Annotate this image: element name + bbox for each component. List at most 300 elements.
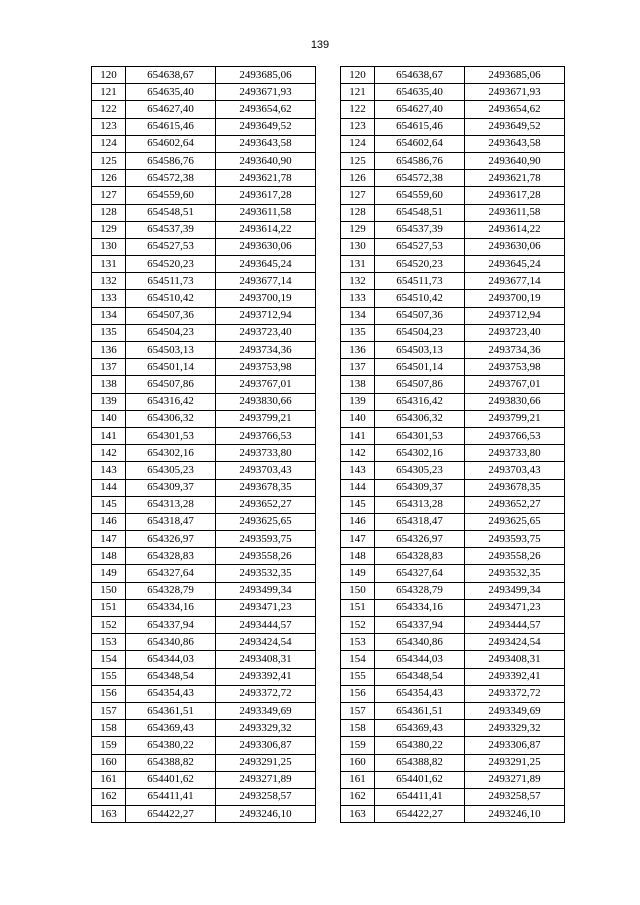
y-coordinate-cell: 2493640,90 xyxy=(216,152,316,169)
point-number-cell: 157 xyxy=(341,702,375,719)
x-coordinate-cell: 654635,40 xyxy=(375,84,465,101)
x-coordinate-cell: 654380,22 xyxy=(375,737,465,754)
y-coordinate-cell: 2493685,06 xyxy=(216,67,316,84)
x-coordinate-cell: 654318,47 xyxy=(375,513,465,530)
point-number-cell: 126 xyxy=(341,170,375,187)
y-coordinate-cell: 2493444,57 xyxy=(216,617,316,634)
table-row xyxy=(341,651,565,668)
y-coordinate-cell: 2493671,93 xyxy=(465,84,565,101)
y-coordinate-cell: 2493733,80 xyxy=(465,445,565,462)
y-coordinate-cell: 2493766,53 xyxy=(216,427,316,444)
x-coordinate-cell: 654511,73 xyxy=(375,273,465,290)
x-coordinate-cell: 654586,76 xyxy=(375,152,465,169)
point-number-cell: 159 xyxy=(92,737,126,754)
point-number-cell: 128 xyxy=(341,204,375,221)
x-coordinate-cell: 654548,51 xyxy=(375,204,465,221)
table-row xyxy=(92,427,316,444)
y-coordinate-cell: 2493349,69 xyxy=(216,702,316,719)
table-row xyxy=(92,496,316,513)
y-coordinate-cell: 2493753,98 xyxy=(465,359,565,376)
x-coordinate-cell: 654615,46 xyxy=(126,118,216,135)
y-coordinate-cell: 2493271,89 xyxy=(465,771,565,788)
table-row xyxy=(341,806,565,823)
y-coordinate-cell: 2493499,34 xyxy=(465,582,565,599)
y-coordinate-cell: 2493424,54 xyxy=(465,634,565,651)
point-number-cell: 121 xyxy=(341,84,375,101)
x-coordinate-cell: 654337,94 xyxy=(375,617,465,634)
y-coordinate-cell: 2493372,72 xyxy=(216,685,316,702)
y-coordinate-cell: 2493558,26 xyxy=(465,548,565,565)
y-coordinate-cell: 2493329,32 xyxy=(465,720,565,737)
table-row xyxy=(92,410,316,427)
point-number-cell: 138 xyxy=(341,376,375,393)
table-row xyxy=(92,376,316,393)
y-coordinate-cell: 2493630,06 xyxy=(216,238,316,255)
point-number-cell: 150 xyxy=(92,582,126,599)
x-coordinate-cell: 654388,82 xyxy=(375,754,465,771)
table-row xyxy=(92,393,316,410)
table-row xyxy=(92,204,316,221)
point-number-cell: 148 xyxy=(341,548,375,565)
x-coordinate-cell: 654507,36 xyxy=(375,307,465,324)
y-coordinate-cell: 2493799,21 xyxy=(465,410,565,427)
table-row xyxy=(92,238,316,255)
point-number-cell: 140 xyxy=(341,410,375,427)
point-number-cell: 155 xyxy=(341,668,375,685)
point-number-cell: 160 xyxy=(341,754,375,771)
x-coordinate-cell: 654328,79 xyxy=(375,582,465,599)
table-row xyxy=(92,273,316,290)
table-row xyxy=(341,170,565,187)
point-number-cell: 163 xyxy=(341,806,375,823)
x-coordinate-cell: 654507,86 xyxy=(126,376,216,393)
table-row xyxy=(341,101,565,118)
x-coordinate-cell: 654422,27 xyxy=(126,806,216,823)
y-coordinate-cell: 2493621,78 xyxy=(465,170,565,187)
x-coordinate-cell: 654572,38 xyxy=(126,170,216,187)
point-number-cell: 151 xyxy=(92,599,126,616)
x-coordinate-cell: 654302,16 xyxy=(375,445,465,462)
point-number-cell: 133 xyxy=(92,290,126,307)
point-number-cell: 124 xyxy=(92,135,126,152)
point-number-cell: 146 xyxy=(341,513,375,530)
table-row xyxy=(92,513,316,530)
table-row xyxy=(341,204,565,221)
x-coordinate-cell: 654316,42 xyxy=(126,393,216,410)
x-coordinate-cell: 654306,32 xyxy=(375,410,465,427)
table-row xyxy=(341,290,565,307)
point-number-cell: 123 xyxy=(92,118,126,135)
x-coordinate-cell: 654638,67 xyxy=(375,67,465,84)
point-number-cell: 127 xyxy=(341,187,375,204)
y-coordinate-cell: 2493499,34 xyxy=(216,582,316,599)
x-coordinate-cell: 654388,82 xyxy=(126,754,216,771)
table-row xyxy=(341,513,565,530)
point-number-cell: 122 xyxy=(341,101,375,118)
table-row xyxy=(341,273,565,290)
point-number-cell: 126 xyxy=(92,170,126,187)
x-coordinate-cell: 654309,37 xyxy=(126,479,216,496)
x-coordinate-cell: 654354,43 xyxy=(126,685,216,702)
table-row xyxy=(92,307,316,324)
x-coordinate-cell: 654337,94 xyxy=(126,617,216,634)
x-coordinate-cell: 654501,14 xyxy=(375,359,465,376)
x-coordinate-cell: 654572,38 xyxy=(375,170,465,187)
table-row xyxy=(92,634,316,651)
page-number: 139 xyxy=(310,39,330,51)
x-coordinate-cell: 654348,54 xyxy=(375,668,465,685)
x-coordinate-cell: 654510,42 xyxy=(375,290,465,307)
x-coordinate-cell: 654586,76 xyxy=(126,152,216,169)
table-row xyxy=(92,67,316,84)
table-row xyxy=(341,84,565,101)
x-coordinate-cell: 654354,43 xyxy=(375,685,465,702)
y-coordinate-cell: 2493258,57 xyxy=(216,788,316,805)
y-coordinate-cell: 2493703,43 xyxy=(216,462,316,479)
y-coordinate-cell: 2493733,80 xyxy=(216,445,316,462)
table-row xyxy=(341,135,565,152)
y-coordinate-cell: 2493617,28 xyxy=(465,187,565,204)
x-coordinate-cell: 654313,28 xyxy=(375,496,465,513)
y-coordinate-cell: 2493799,21 xyxy=(216,410,316,427)
table-row xyxy=(341,462,565,479)
table-row xyxy=(92,359,316,376)
table-row xyxy=(341,118,565,135)
table-row xyxy=(92,548,316,565)
y-coordinate-cell: 2493558,26 xyxy=(216,548,316,565)
x-coordinate-cell: 654627,40 xyxy=(375,101,465,118)
point-number-cell: 153 xyxy=(92,634,126,651)
y-coordinate-cell: 2493614,22 xyxy=(216,221,316,238)
x-coordinate-cell: 654527,53 xyxy=(126,238,216,255)
table-row xyxy=(341,376,565,393)
x-coordinate-cell: 654313,28 xyxy=(126,496,216,513)
y-coordinate-cell: 2493654,62 xyxy=(216,101,316,118)
table-row xyxy=(341,410,565,427)
x-coordinate-cell: 654301,53 xyxy=(375,427,465,444)
point-number-cell: 163 xyxy=(92,806,126,823)
table-row xyxy=(92,170,316,187)
x-coordinate-cell: 654537,39 xyxy=(375,221,465,238)
table-row xyxy=(341,634,565,651)
table-row xyxy=(92,84,316,101)
table-row xyxy=(341,445,565,462)
point-number-cell: 145 xyxy=(92,496,126,513)
x-coordinate-cell: 654369,43 xyxy=(126,720,216,737)
x-coordinate-cell: 654344,03 xyxy=(375,651,465,668)
y-coordinate-cell: 2493246,10 xyxy=(465,806,565,823)
y-coordinate-cell: 2493677,14 xyxy=(216,273,316,290)
table-row xyxy=(92,256,316,273)
table-row xyxy=(341,496,565,513)
y-coordinate-cell: 2493671,93 xyxy=(216,84,316,101)
y-coordinate-cell: 2493766,53 xyxy=(465,427,565,444)
table-row xyxy=(341,599,565,616)
point-number-cell: 155 xyxy=(92,668,126,685)
coordinates-table-left xyxy=(91,66,316,823)
y-coordinate-cell: 2493734,36 xyxy=(465,342,565,359)
table-row xyxy=(341,238,565,255)
y-coordinate-cell: 2493408,31 xyxy=(465,651,565,668)
point-number-cell: 144 xyxy=(341,479,375,496)
point-number-cell: 141 xyxy=(92,427,126,444)
y-coordinate-cell: 2493677,14 xyxy=(465,273,565,290)
point-number-cell: 162 xyxy=(341,788,375,805)
point-number-cell: 152 xyxy=(92,617,126,634)
x-coordinate-cell: 654361,51 xyxy=(375,702,465,719)
x-coordinate-cell: 654507,36 xyxy=(126,307,216,324)
y-coordinate-cell: 2493349,69 xyxy=(465,702,565,719)
point-number-cell: 157 xyxy=(92,702,126,719)
table-row xyxy=(341,737,565,754)
point-number-cell: 137 xyxy=(92,359,126,376)
point-number-cell: 145 xyxy=(341,496,375,513)
y-coordinate-cell: 2493593,75 xyxy=(465,531,565,548)
point-number-cell: 160 xyxy=(92,754,126,771)
point-number-cell: 127 xyxy=(92,187,126,204)
y-coordinate-cell: 2493700,19 xyxy=(216,290,316,307)
table-row xyxy=(92,135,316,152)
y-coordinate-cell: 2493611,58 xyxy=(465,204,565,221)
x-coordinate-cell: 654537,39 xyxy=(126,221,216,238)
coordinates-table-right xyxy=(340,66,565,823)
x-coordinate-cell: 654334,16 xyxy=(126,599,216,616)
y-coordinate-cell: 2493408,31 xyxy=(216,651,316,668)
x-coordinate-cell: 654511,73 xyxy=(126,273,216,290)
table-row xyxy=(341,359,565,376)
table-row xyxy=(92,324,316,341)
x-coordinate-cell: 654503,13 xyxy=(375,342,465,359)
x-coordinate-cell: 654326,97 xyxy=(375,531,465,548)
x-coordinate-cell: 654411,41 xyxy=(375,788,465,805)
y-coordinate-cell: 2493392,41 xyxy=(216,668,316,685)
point-number-cell: 137 xyxy=(341,359,375,376)
point-number-cell: 134 xyxy=(341,307,375,324)
point-number-cell: 147 xyxy=(341,531,375,548)
y-coordinate-cell: 2493611,58 xyxy=(216,204,316,221)
point-number-cell: 130 xyxy=(92,238,126,255)
y-coordinate-cell: 2493712,94 xyxy=(216,307,316,324)
x-coordinate-cell: 654638,67 xyxy=(126,67,216,84)
x-coordinate-cell: 654501,14 xyxy=(126,359,216,376)
x-coordinate-cell: 654615,46 xyxy=(375,118,465,135)
point-number-cell: 149 xyxy=(92,565,126,582)
y-coordinate-cell: 2493723,40 xyxy=(465,324,565,341)
point-number-cell: 125 xyxy=(92,152,126,169)
x-coordinate-cell: 654520,23 xyxy=(375,256,465,273)
table-row xyxy=(341,685,565,702)
y-coordinate-cell: 2493723,40 xyxy=(216,324,316,341)
point-number-cell: 131 xyxy=(341,256,375,273)
y-coordinate-cell: 2493652,27 xyxy=(465,496,565,513)
table-row xyxy=(92,617,316,634)
x-coordinate-cell: 654369,43 xyxy=(375,720,465,737)
table-row xyxy=(92,582,316,599)
x-coordinate-cell: 654326,97 xyxy=(126,531,216,548)
point-number-cell: 146 xyxy=(92,513,126,530)
point-number-cell: 131 xyxy=(92,256,126,273)
point-number-cell: 143 xyxy=(92,462,126,479)
y-coordinate-cell: 2493645,24 xyxy=(216,256,316,273)
point-number-cell: 142 xyxy=(341,445,375,462)
x-coordinate-cell: 654327,64 xyxy=(375,565,465,582)
point-number-cell: 129 xyxy=(341,221,375,238)
y-coordinate-cell: 2493678,35 xyxy=(465,479,565,496)
point-number-cell: 123 xyxy=(341,118,375,135)
point-number-cell: 148 xyxy=(92,548,126,565)
point-number-cell: 140 xyxy=(92,410,126,427)
table-row xyxy=(341,668,565,685)
y-coordinate-cell: 2493532,35 xyxy=(465,565,565,582)
y-coordinate-cell: 2493703,43 xyxy=(465,462,565,479)
x-coordinate-cell: 654328,79 xyxy=(126,582,216,599)
x-coordinate-cell: 654602,64 xyxy=(126,135,216,152)
point-number-cell: 132 xyxy=(341,273,375,290)
table-row xyxy=(341,427,565,444)
y-coordinate-cell: 2493625,65 xyxy=(465,513,565,530)
x-coordinate-cell: 654361,51 xyxy=(126,702,216,719)
point-number-cell: 130 xyxy=(341,238,375,255)
table-row xyxy=(92,754,316,771)
point-number-cell: 143 xyxy=(341,462,375,479)
x-coordinate-cell: 654401,62 xyxy=(126,771,216,788)
table-row xyxy=(341,548,565,565)
table-row xyxy=(92,720,316,737)
point-number-cell: 128 xyxy=(92,204,126,221)
table-row xyxy=(92,462,316,479)
table-row xyxy=(341,152,565,169)
table-row xyxy=(92,651,316,668)
x-coordinate-cell: 654548,51 xyxy=(126,204,216,221)
table-row xyxy=(92,737,316,754)
y-coordinate-cell: 2493643,58 xyxy=(465,135,565,152)
x-coordinate-cell: 654340,86 xyxy=(126,634,216,651)
point-number-cell: 132 xyxy=(92,273,126,290)
table-row xyxy=(341,582,565,599)
table-row xyxy=(341,307,565,324)
y-coordinate-cell: 2493734,36 xyxy=(216,342,316,359)
x-coordinate-cell: 654627,40 xyxy=(126,101,216,118)
point-number-cell: 135 xyxy=(92,324,126,341)
table-row xyxy=(92,152,316,169)
y-coordinate-cell: 2493444,57 xyxy=(465,617,565,634)
x-coordinate-cell: 654503,13 xyxy=(126,342,216,359)
point-number-cell: 149 xyxy=(341,565,375,582)
x-coordinate-cell: 654504,23 xyxy=(126,324,216,341)
x-coordinate-cell: 654510,42 xyxy=(126,290,216,307)
table-row xyxy=(92,599,316,616)
y-coordinate-cell: 2493392,41 xyxy=(465,668,565,685)
table-row xyxy=(341,342,565,359)
y-coordinate-cell: 2493630,06 xyxy=(465,238,565,255)
x-coordinate-cell: 654559,60 xyxy=(375,187,465,204)
x-coordinate-cell: 654318,47 xyxy=(126,513,216,530)
point-number-cell: 120 xyxy=(92,67,126,84)
point-number-cell: 156 xyxy=(92,685,126,702)
x-coordinate-cell: 654301,53 xyxy=(126,427,216,444)
table-row xyxy=(92,771,316,788)
x-coordinate-cell: 654305,23 xyxy=(126,462,216,479)
point-number-cell: 139 xyxy=(92,393,126,410)
table-row xyxy=(341,754,565,771)
table-row xyxy=(341,617,565,634)
table-row xyxy=(92,221,316,238)
y-coordinate-cell: 2493640,90 xyxy=(465,152,565,169)
y-coordinate-cell: 2493617,28 xyxy=(216,187,316,204)
table-body-right xyxy=(341,67,565,823)
point-number-cell: 161 xyxy=(341,771,375,788)
point-number-cell: 135 xyxy=(341,324,375,341)
point-number-cell: 150 xyxy=(341,582,375,599)
table-row xyxy=(341,187,565,204)
table-row xyxy=(92,668,316,685)
x-coordinate-cell: 654635,40 xyxy=(126,84,216,101)
y-coordinate-cell: 2493621,78 xyxy=(216,170,316,187)
x-coordinate-cell: 654328,83 xyxy=(375,548,465,565)
x-coordinate-cell: 654348,54 xyxy=(126,668,216,685)
y-coordinate-cell: 2493271,89 xyxy=(216,771,316,788)
table-row xyxy=(92,788,316,805)
x-coordinate-cell: 654302,16 xyxy=(126,445,216,462)
x-coordinate-cell: 654504,23 xyxy=(375,324,465,341)
y-coordinate-cell: 2493258,57 xyxy=(465,788,565,805)
point-number-cell: 120 xyxy=(341,67,375,84)
y-coordinate-cell: 2493649,52 xyxy=(465,118,565,135)
x-coordinate-cell: 654527,53 xyxy=(375,238,465,255)
point-number-cell: 151 xyxy=(341,599,375,616)
x-coordinate-cell: 654602,64 xyxy=(375,135,465,152)
y-coordinate-cell: 2493625,65 xyxy=(216,513,316,530)
point-number-cell: 159 xyxy=(341,737,375,754)
x-coordinate-cell: 654344,03 xyxy=(126,651,216,668)
y-coordinate-cell: 2493291,25 xyxy=(465,754,565,771)
y-coordinate-cell: 2493532,35 xyxy=(216,565,316,582)
point-number-cell: 154 xyxy=(341,651,375,668)
y-coordinate-cell: 2493654,62 xyxy=(465,101,565,118)
x-coordinate-cell: 654401,62 xyxy=(375,771,465,788)
table-row xyxy=(341,256,565,273)
x-coordinate-cell: 654309,37 xyxy=(375,479,465,496)
table-row xyxy=(341,324,565,341)
table-row xyxy=(92,685,316,702)
table-row xyxy=(92,479,316,496)
table-row xyxy=(341,771,565,788)
point-number-cell: 133 xyxy=(341,290,375,307)
table-row xyxy=(92,806,316,823)
point-number-cell: 161 xyxy=(92,771,126,788)
table-row xyxy=(341,720,565,737)
x-coordinate-cell: 654380,22 xyxy=(126,737,216,754)
y-coordinate-cell: 2493645,24 xyxy=(465,256,565,273)
y-coordinate-cell: 2493700,19 xyxy=(465,290,565,307)
x-coordinate-cell: 654306,32 xyxy=(126,410,216,427)
y-coordinate-cell: 2493306,87 xyxy=(216,737,316,754)
x-coordinate-cell: 654507,86 xyxy=(375,376,465,393)
y-coordinate-cell: 2493753,98 xyxy=(216,359,316,376)
point-number-cell: 129 xyxy=(92,221,126,238)
table-row xyxy=(341,531,565,548)
y-coordinate-cell: 2493678,35 xyxy=(216,479,316,496)
point-number-cell: 141 xyxy=(341,427,375,444)
y-coordinate-cell: 2493685,06 xyxy=(465,67,565,84)
table-row xyxy=(341,565,565,582)
point-number-cell: 122 xyxy=(92,101,126,118)
y-coordinate-cell: 2493329,32 xyxy=(216,720,316,737)
y-coordinate-cell: 2493830,66 xyxy=(216,393,316,410)
point-number-cell: 147 xyxy=(92,531,126,548)
table-row xyxy=(341,67,565,84)
point-number-cell: 125 xyxy=(341,152,375,169)
